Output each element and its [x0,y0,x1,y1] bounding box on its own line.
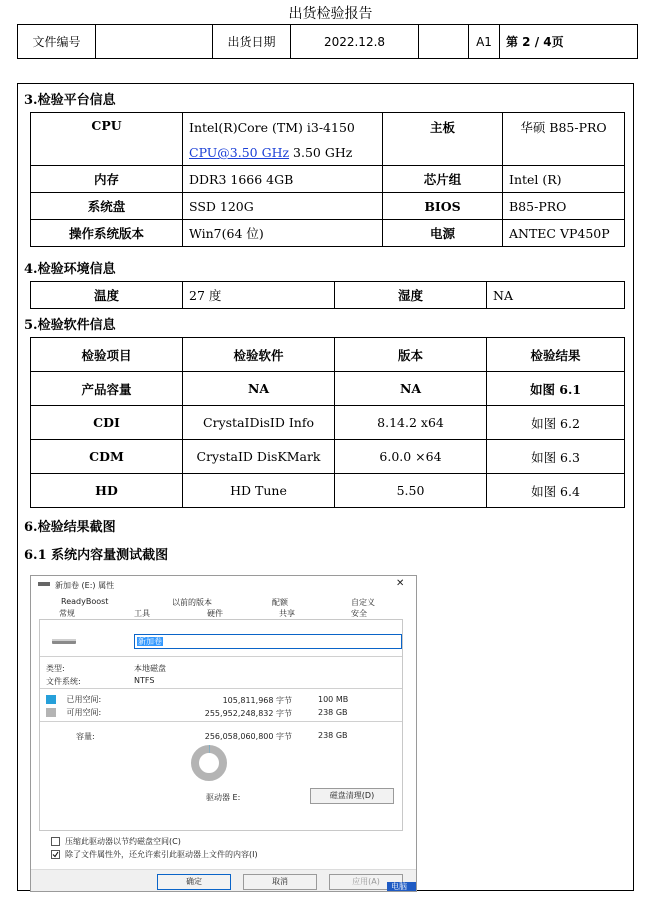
index-option[interactable] [51,849,258,860]
temperature-label: 温度 [31,282,183,309]
row-software: NA [183,372,335,406]
used-space-bytes: 105,811,968 字节 [222,696,292,705]
ok-button[interactable]: 确定 [157,874,231,890]
report-title: 出货检验报告 [288,6,373,22]
tab-quota[interactable]: 配额 [272,598,288,607]
revision: A1 [469,25,500,59]
free-space-swatch [46,708,56,717]
free-space-row [46,707,101,718]
properties-dialog-screenshot [30,575,417,892]
tab-row-top [39,597,401,607]
free-space-size: 238 GB [318,708,348,717]
motherboard-label: 主板 [383,113,503,166]
volume-name-selected: 新加卷 [138,637,162,646]
row-version: 8.14.2 x64 [335,406,487,440]
platform-table [30,112,625,247]
motherboard-value: 华硕 B85-PRO [503,113,625,166]
bios-label: BIOS [383,193,503,220]
filesystem-label: 文件系统: [46,677,81,686]
cpu-value-line1: Intel(R)Core (TM) i3-4150 [183,113,383,141]
divider [40,656,402,657]
power-label: 电源 [383,220,503,247]
cpu-label: CPU [31,113,183,166]
section4-title: 4.检验环境信息 [24,262,116,277]
temperature-value: 27 度 [183,282,335,309]
disk-cleanup-button[interactable]: 磁盘清理(D) [310,788,394,804]
free-space-label: 可用空间: [66,708,102,717]
capacity-label: 容量: [76,732,95,741]
col-header-version: 版本 [335,338,487,372]
free-space-bytes: 255,952,248,832 字节 [204,709,292,718]
section6-title: 6.检验结果截图 [24,520,116,535]
volume-drive-icon [52,636,78,648]
row-software: HD Tune [183,474,335,508]
page-number: 第 2 / 4页 [500,25,638,59]
memory-label: 内存 [31,166,183,193]
row-item: 产品容量 [31,372,183,406]
bios-value: B85-PRO [503,193,625,220]
capacity-bytes: 256,058,060,800 字节 [204,732,292,741]
used-space-size: 100 MB [318,695,349,704]
table-row [31,474,625,508]
tab-row-bottom [39,608,401,618]
header-table [17,24,638,59]
tab-sharing[interactable]: 共享 [279,609,295,618]
compress-option[interactable] [51,836,181,847]
row-software: CrystaIDisID Info [183,406,335,440]
general-tab-panel [39,619,403,831]
software-table [30,337,625,508]
cpu-link[interactable]: CPU@3.50 GHz [189,145,290,160]
row-software: CrystaID DisKMark [183,440,335,474]
close-icon[interactable]: ✕ [396,578,405,589]
row-version: 5.50 [335,474,487,508]
used-space-swatch [46,695,56,704]
used-space-label: 已用空间: [66,695,102,704]
table-row [31,406,625,440]
humidity-label: 湿度 [335,282,487,309]
compress-checkbox[interactable] [51,837,60,846]
used-space-row [46,694,101,705]
apply-button: 应用(A) [329,874,403,890]
humidity-value: NA [487,282,625,309]
disk-usage-donut [190,744,228,784]
section5-title: 5.检验软件信息 [24,318,116,333]
memory-value: DDR3 1666 4GB [183,166,383,193]
index-checkbox[interactable] [51,850,60,859]
volume-name-input[interactable] [134,634,402,649]
compress-label: 压缩此驱动器以节约磁盘空间(C) [65,837,181,846]
cpu-speed: 3.50 GHz [289,145,353,160]
tab-tools[interactable]: 工具 [134,609,150,618]
table-row [31,372,625,406]
section6-1-title: 6.1 系统内容量测试截图 [24,548,169,563]
header-blank-cell [419,25,469,59]
cancel-button[interactable]: 取消 [243,874,317,890]
row-result: 如图 6.1 [487,372,625,406]
chipset-value: Intel (R) [503,166,625,193]
row-result: 如图 6.3 [487,440,625,474]
divider [40,688,402,689]
row-result: 如图 6.2 [487,406,625,440]
tab-security[interactable]: 安全 [351,609,367,618]
divider [40,721,402,722]
section3-title: 3.检验平台信息 [24,93,116,108]
system-disk-label: 系统盘 [31,193,183,220]
os-version-label: 操作系统版本 [31,220,183,247]
row-result: 如图 6.4 [487,474,625,508]
chipset-label: 芯片组 [383,166,503,193]
environment-table [30,281,625,309]
tab-general[interactable]: 常规 [59,609,75,618]
col-header-result: 检验结果 [487,338,625,372]
row-version: NA [335,372,487,406]
row-item: HD [31,474,183,508]
row-item: CDI [31,406,183,440]
col-header-item: 检验项目 [31,338,183,372]
type-label: 类型: [46,664,65,673]
drive-label: 驱动器 E: [206,793,241,802]
capacity-size: 238 GB [318,731,348,740]
cpu-value-line2 [183,140,383,166]
table-row [31,440,625,474]
row-item: CDM [31,440,183,474]
col-header-software: 检验软件 [183,338,335,372]
tab-hardware[interactable]: 硬件 [207,609,223,618]
type-value: 本地磁盘 [134,664,166,673]
dialog-title: 新加卷 (E:) 属性 [55,581,115,590]
power-value: ANTEC VP450P [503,220,625,247]
taskbar-item[interactable]: 电脑 [387,882,417,892]
doc-no-value [96,25,213,59]
system-disk-value: SSD 120G [183,193,383,220]
ship-date-label: 出货日期 [213,25,291,59]
tab-previous-versions[interactable]: 以前的版本 [172,598,212,607]
report-body [17,83,634,891]
doc-no-label: 文件编号 [18,25,96,59]
tab-customize[interactable]: 自定义 [351,598,375,607]
tab-readyboost[interactable]: ReadyBoost [61,597,109,606]
filesystem-value: NTFS [134,676,155,685]
index-label: 除了文件属性外，还允许索引此驱动器上文件的内容(I) [65,850,258,859]
row-version: 6.0.0 ×64 [335,440,487,474]
ship-date-value: 2022.12.8 [291,25,419,59]
os-version-value: Win7(64 位) [183,220,383,247]
drive-icon [37,580,51,590]
